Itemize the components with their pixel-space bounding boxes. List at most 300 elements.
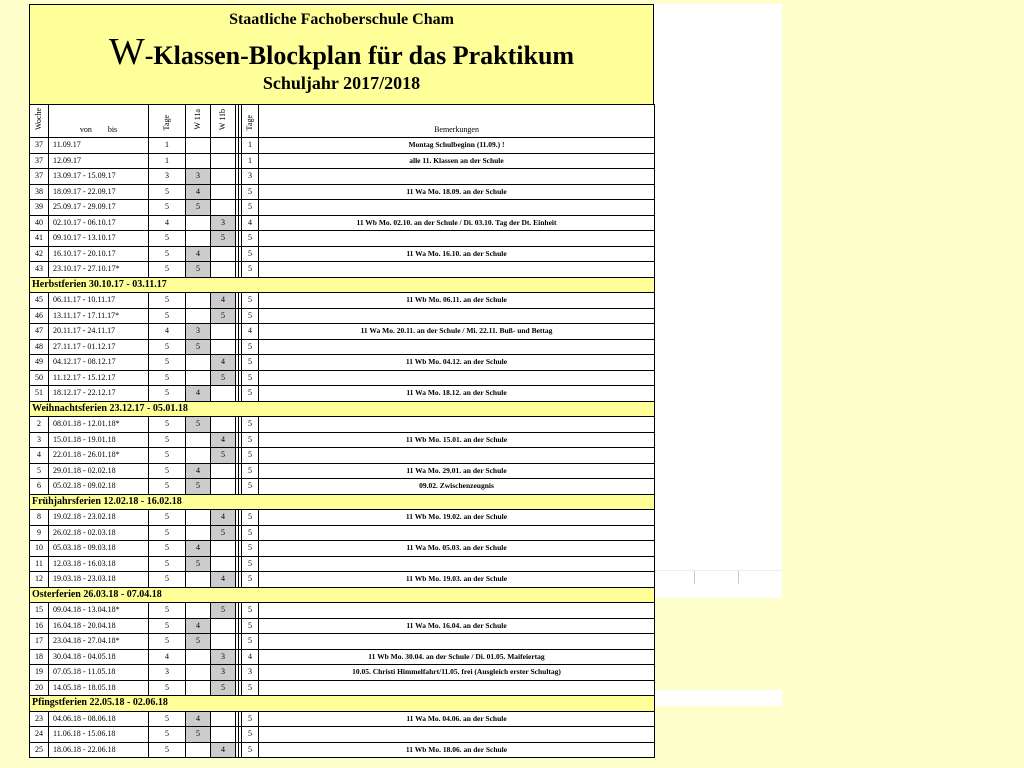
date-range-cell: 06.11.17 - 10.11.17 [49,293,149,309]
w11b-cell: 5 [211,603,236,619]
col-woche: Woche [30,105,49,138]
days-total-cell: 5 [242,541,259,557]
w11a-cell [186,355,211,371]
w11a-cell: 4 [186,184,211,200]
date-range-cell: 13.09.17 - 15.09.17 [49,169,149,185]
holiday-row [30,696,655,712]
w11b-cell [211,417,236,433]
date-range-cell: 12.09.17 [49,153,149,169]
w11b-cell: 5 [211,308,236,324]
remarks-cell: 11 Wa Mo. 29.01. an der Schule [259,463,655,479]
days-total-cell: 4 [242,324,259,340]
date-range-cell: 13.11.17 - 17.11.17* [49,308,149,324]
days-cell: 5 [149,742,186,758]
week-cell: 42 [30,246,49,262]
table-row [30,711,655,727]
remarks-cell [259,262,655,278]
days-total-cell: 5 [242,432,259,448]
schedule-sheet [29,4,654,758]
date-range-cell: 08.01.18 - 12.01.18* [49,417,149,433]
days-total-cell: 5 [242,308,259,324]
remarks-cell [259,727,655,743]
days-total-cell: 5 [242,680,259,696]
table-row [30,665,655,681]
date-range-cell: 16.10.17 - 20.10.17 [49,246,149,262]
remarks-cell: Montag Schulbeginn (11.09.) ! [259,138,655,154]
table-row [30,603,655,619]
holiday-row [30,587,655,603]
remarks-cell: 11 Wb Mo. 04.12. an der Schule [259,355,655,371]
school-year: Schuljahr 2017/2018 [262,73,421,93]
col-w11b: W 11b [211,105,236,138]
remarks-cell: 10.05. Christi Himmelfahrt/11.05. frei (Ausgleich erster Schultag) [259,665,655,681]
w11b-cell [211,727,236,743]
days-total-cell: 5 [242,463,259,479]
remarks-cell: 09.02. Zwischenzeugnis [259,479,655,495]
table-row [30,742,655,758]
week-cell: 9 [30,525,49,541]
date-range-cell: 11.12.17 - 15.12.17 [49,370,149,386]
table-row [30,138,655,154]
days-total-cell: 5 [242,510,259,526]
week-cell: 39 [30,200,49,216]
days-total-cell: 5 [242,448,259,464]
w11a-cell [186,308,211,324]
remarks-cell: 11 Wb Mo. 19.03. an der Schule [259,572,655,588]
remarks-cell: alle 11. Klassen an der Schule [259,153,655,169]
w11b-cell [211,339,236,355]
days-cell: 5 [149,339,186,355]
right-grid-strip [654,570,782,585]
title-initial: W [108,31,145,73]
remarks-cell: 11 Wb Mo. 15.01. an der Schule [259,432,655,448]
w11a-cell: 5 [186,727,211,743]
date-range-cell: 02.10.17 - 06.10.17 [49,215,149,231]
w11a-cell: 4 [186,711,211,727]
remarks-cell: 11 Wb Mo. 30.04. an der Schule / Di. 01.05. Maifeiertag [259,649,655,665]
column-header-row [30,105,655,138]
week-cell: 24 [30,727,49,743]
remarks-cell [259,370,655,386]
week-cell: 4 [30,448,49,464]
w11a-cell [186,665,211,681]
table-row [30,727,655,743]
week-cell: 37 [30,169,49,185]
date-range-cell: 30.04.18 - 04.05.18 [49,649,149,665]
schedule-table [29,104,655,758]
col-bis: bis [107,125,118,134]
date-range-cell: 19.03.18 - 23.03.18 [49,572,149,588]
week-cell: 16 [30,618,49,634]
remarks-cell [259,525,655,541]
days-cell: 5 [149,448,186,464]
date-range-cell: 27.11.17 - 01.12.17 [49,339,149,355]
days-cell: 5 [149,634,186,650]
days-cell: 4 [149,215,186,231]
days-cell: 1 [149,153,186,169]
days-total-cell: 5 [242,386,259,402]
table-row [30,231,655,247]
week-cell: 40 [30,215,49,231]
w11b-cell: 5 [211,525,236,541]
date-range-cell: 29.01.18 - 02.02.18 [49,463,149,479]
w11a-cell: 4 [186,541,211,557]
school-name: Staatliche Fachoberschule Cham [229,11,454,28]
date-range-cell: 12.03.18 - 16.03.18 [49,556,149,572]
w11b-cell [211,153,236,169]
table-row [30,246,655,262]
remarks-cell: 11 Wa Mo. 05.03. an der Schule [259,541,655,557]
week-cell: 37 [30,153,49,169]
remarks-cell: 11 Wb Mo. 19.02. an der Schule [259,510,655,526]
remarks-cell [259,417,655,433]
days-cell: 5 [149,556,186,572]
days-total-cell: 5 [242,246,259,262]
w11b-cell: 4 [211,742,236,758]
table-row [30,184,655,200]
table-row [30,479,655,495]
date-range-cell: 26.02.18 - 02.03.18 [49,525,149,541]
table-row [30,618,655,634]
w11b-cell [211,184,236,200]
table-row [30,448,655,464]
days-total-cell: 4 [242,215,259,231]
days-cell: 5 [149,262,186,278]
w11a-cell: 4 [186,618,211,634]
w11b-cell [211,262,236,278]
remarks-cell: 11 Wb Mo. 18.06. an der Schule [259,742,655,758]
days-cell: 5 [149,680,186,696]
w11a-cell: 5 [186,417,211,433]
date-range-cell: 09.04.18 - 13.04.18* [49,603,149,619]
w11a-cell [186,370,211,386]
holiday-label: Frühjahrsferien 12.02.18 - 16.02.18 [30,494,655,510]
w11a-cell: 5 [186,556,211,572]
days-cell: 5 [149,200,186,216]
w11a-cell [186,448,211,464]
table-row [30,169,655,185]
w11a-cell: 5 [186,339,211,355]
table-row [30,432,655,448]
date-range-cell: 25.09.17 - 29.09.17 [49,200,149,216]
days-cell: 5 [149,510,186,526]
week-cell: 38 [30,184,49,200]
w11b-cell: 5 [211,231,236,247]
date-range-cell: 22.01.18 - 26.01.18* [49,448,149,464]
week-cell: 37 [30,138,49,154]
table-row [30,339,655,355]
days-total-cell: 5 [242,339,259,355]
w11b-cell [211,634,236,650]
date-range-cell: 18.06.18 - 22.06.18 [49,742,149,758]
holiday-row [30,401,655,417]
table-row [30,572,655,588]
week-cell: 18 [30,649,49,665]
w11a-cell [186,525,211,541]
date-range-cell: 15.01.18 - 19.01.18 [49,432,149,448]
table-row [30,463,655,479]
sheet-header [29,4,654,104]
w11b-cell [211,711,236,727]
w11b-cell [211,463,236,479]
right-blank-area [654,4,782,570]
days-cell: 5 [149,293,186,309]
remarks-cell: 11 Wa Mo. 04.06. an der Schule [259,711,655,727]
days-cell: 3 [149,169,186,185]
w11b-cell [211,169,236,185]
days-cell: 5 [149,246,186,262]
remarks-cell [259,634,655,650]
days-cell: 5 [149,355,186,371]
w11b-cell: 5 [211,370,236,386]
w11a-cell [186,231,211,247]
days-total-cell: 5 [242,742,259,758]
days-total-cell: 5 [242,603,259,619]
table-row [30,510,655,526]
remarks-cell [259,200,655,216]
remarks-cell [259,556,655,572]
week-cell: 20 [30,680,49,696]
date-range-cell: 04.12.17 - 08.12.17 [49,355,149,371]
days-total-cell: 5 [242,711,259,727]
days-total-cell: 5 [242,370,259,386]
days-total-cell: 5 [242,417,259,433]
week-cell: 48 [30,339,49,355]
days-total-cell: 5 [242,200,259,216]
table-row [30,324,655,340]
days-cell: 5 [149,432,186,448]
date-range-cell: 18.09.17 - 22.09.17 [49,184,149,200]
date-range-cell: 23.04.18 - 27.04.18* [49,634,149,650]
week-cell: 5 [30,463,49,479]
days-cell: 4 [149,649,186,665]
days-cell: 5 [149,541,186,557]
holiday-row [30,494,655,510]
w11a-cell: 5 [186,479,211,495]
week-cell: 15 [30,603,49,619]
week-cell: 8 [30,510,49,526]
remarks-cell: 11 Wa Mo. 18.12. an der Schule [259,386,655,402]
date-range-cell: 14.05.18 - 18.05.18 [49,680,149,696]
days-total-cell: 5 [242,262,259,278]
remarks-cell: 11 Wa Mo. 16.10. an der Schule [259,246,655,262]
date-range-cell: 18.12.17 - 22.12.17 [49,386,149,402]
days-total-cell: 5 [242,293,259,309]
w11a-cell [186,153,211,169]
table-row [30,370,655,386]
table-row [30,649,655,665]
w11a-cell: 4 [186,463,211,479]
week-cell: 12 [30,572,49,588]
week-cell: 2 [30,417,49,433]
col-von: von [79,125,92,134]
title-rest: -Klassen-Blockplan für das Praktikum [144,41,575,70]
days-cell: 1 [149,138,186,154]
w11b-cell: 5 [211,680,236,696]
days-cell: 5 [149,370,186,386]
w11a-cell [186,293,211,309]
week-cell: 46 [30,308,49,324]
w11a-cell [186,510,211,526]
w11b-cell: 4 [211,355,236,371]
table-row [30,355,655,371]
w11a-cell: 5 [186,262,211,278]
days-cell: 5 [149,417,186,433]
week-cell: 25 [30,742,49,758]
days-total-cell: 5 [242,231,259,247]
w11b-cell: 4 [211,432,236,448]
days-total-cell: 3 [242,169,259,185]
col-bemerkungen: Bemerkungen [259,105,655,138]
w11b-cell [211,324,236,340]
w11b-cell: 4 [211,293,236,309]
w11a-cell: 3 [186,324,211,340]
w11b-cell: 5 [211,448,236,464]
w11b-cell [211,246,236,262]
days-cell: 5 [149,727,186,743]
w11a-cell [186,572,211,588]
days-cell: 3 [149,665,186,681]
days-total-cell: 4 [242,649,259,665]
w11b-cell [211,618,236,634]
table-row [30,262,655,278]
w11b-cell: 4 [211,572,236,588]
w11a-cell: 4 [186,386,211,402]
w11a-cell [186,138,211,154]
remarks-cell [259,169,655,185]
remarks-cell: 11 Wa Mo. 18.09. an der Schule [259,184,655,200]
grid-line [738,571,739,585]
w11b-cell: 3 [211,215,236,231]
week-cell: 47 [30,324,49,340]
days-total-cell: 3 [242,665,259,681]
date-range-cell: 05.03.18 - 09.03.18 [49,541,149,557]
remarks-cell: 11 Wa Mo. 20.11. an der Schule / Mi. 22.11. Buß- und Bettag [259,324,655,340]
date-range-cell: 07.05.18 - 11.05.18 [49,665,149,681]
week-cell: 23 [30,711,49,727]
days-total-cell: 5 [242,355,259,371]
remarks-cell: 11 Wb Mo. 06.11. an der Schule [259,293,655,309]
week-cell: 49 [30,355,49,371]
w11b-cell [211,541,236,557]
date-range-cell: 11.06.18 - 15.06.18 [49,727,149,743]
holiday-row [30,277,655,293]
w11b-cell [211,386,236,402]
remarks-cell [259,339,655,355]
right-blank-strip [654,584,782,598]
table-row [30,215,655,231]
w11a-cell: 3 [186,169,211,185]
w11b-cell: 3 [211,665,236,681]
table-row [30,308,655,324]
days-cell: 5 [149,479,186,495]
remarks-cell: 11 Wa Mo. 16.04. an der Schule [259,618,655,634]
col-tage-2: Tage [242,105,259,138]
days-cell: 5 [149,308,186,324]
w11b-cell [211,138,236,154]
table-row [30,153,655,169]
w11a-cell [186,603,211,619]
w11a-cell: 4 [186,246,211,262]
days-cell: 5 [149,618,186,634]
days-total-cell: 1 [242,138,259,154]
days-total-cell: 5 [242,184,259,200]
week-cell: 11 [30,556,49,572]
days-cell: 5 [149,603,186,619]
remarks-cell [259,603,655,619]
col-von-bis [49,105,149,138]
remarks-cell [259,231,655,247]
remarks-cell: 11 Wb Mo. 02.10. an der Schule / Di. 03.10. Tag der Dt. Einheit [259,215,655,231]
week-cell: 19 [30,665,49,681]
grid-line [694,571,695,585]
days-total-cell: 5 [242,525,259,541]
w11b-cell [211,556,236,572]
days-cell: 5 [149,184,186,200]
table-row [30,293,655,309]
days-total-cell: 5 [242,618,259,634]
w11a-cell: 5 [186,200,211,216]
days-total-cell: 5 [242,634,259,650]
table-row [30,386,655,402]
holiday-label: Weihnachtsferien 23.12.17 - 05.01.18 [30,401,655,417]
table-row [30,525,655,541]
week-cell: 43 [30,262,49,278]
table-row [30,200,655,216]
date-range-cell: 20.11.17 - 24.11.17 [49,324,149,340]
table-row [30,417,655,433]
days-cell: 5 [149,711,186,727]
date-range-cell: 23.10.17 - 27.10.17* [49,262,149,278]
days-cell: 4 [149,324,186,340]
document-title [30,33,653,71]
date-range-cell: 05.02.18 - 09.02.18 [49,479,149,495]
week-cell: 41 [30,231,49,247]
days-total-cell: 5 [242,727,259,743]
w11a-cell [186,680,211,696]
days-total-cell: 1 [242,153,259,169]
date-range-cell: 04.06.18 - 08.06.18 [49,711,149,727]
table-row [30,556,655,572]
week-cell: 17 [30,634,49,650]
w11a-cell [186,432,211,448]
w11a-cell [186,649,211,665]
week-cell: 6 [30,479,49,495]
w11a-cell [186,215,211,231]
w11b-cell: 3 [211,649,236,665]
date-range-cell: 19.02.18 - 23.02.18 [49,510,149,526]
holiday-label: Pfingstferien 22.05.18 - 02.06.18 [30,696,655,712]
days-total-cell: 5 [242,479,259,495]
days-cell: 5 [149,231,186,247]
remarks-cell [259,448,655,464]
days-cell: 5 [149,463,186,479]
week-cell: 51 [30,386,49,402]
holiday-label: Herbstferien 30.10.17 - 03.11.17 [30,277,655,293]
holiday-label: Osterferien 26.03.18 - 07.04.18 [30,587,655,603]
days-total-cell: 5 [242,572,259,588]
w11b-cell [211,479,236,495]
days-cell: 5 [149,525,186,541]
days-total-cell: 5 [242,556,259,572]
date-range-cell: 11.09.17 [49,138,149,154]
w11a-cell [186,742,211,758]
col-w11a: W 11a [186,105,211,138]
table-row [30,680,655,696]
table-row [30,541,655,557]
remarks-cell [259,308,655,324]
date-range-cell: 09.10.17 - 13.10.17 [49,231,149,247]
